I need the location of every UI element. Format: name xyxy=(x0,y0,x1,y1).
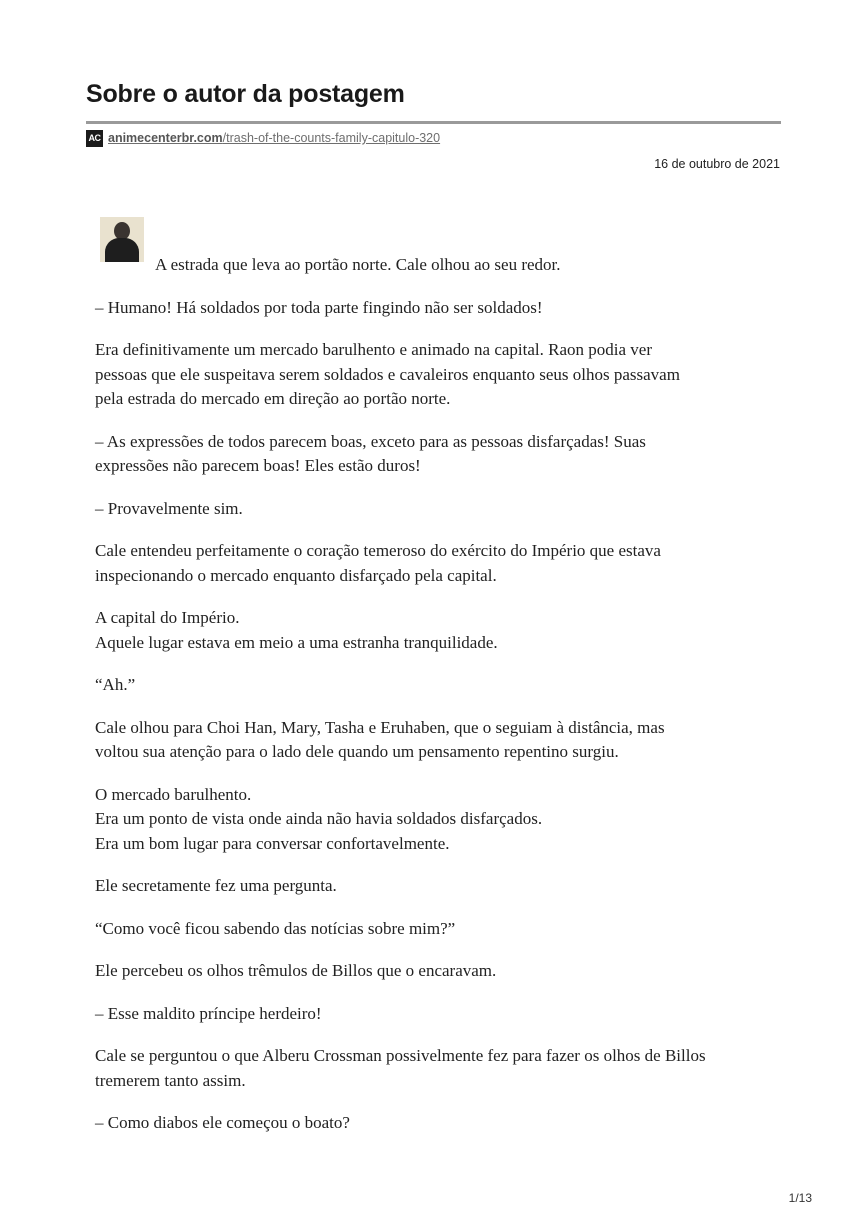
article-paragraph xyxy=(95,673,785,698)
paragraph-line: Cale olhou para Choi Han, Mary, Tasha e Eruhaben, que o seguiam à distância, mas xyxy=(95,717,665,737)
source-domain: animecenterbr.com xyxy=(108,131,223,145)
article-paragraph xyxy=(95,539,785,588)
source-path: /trash-of-the-counts-family-capitulo-320 xyxy=(222,131,441,145)
article-paragraph xyxy=(95,497,785,522)
article-paragraph xyxy=(95,430,785,479)
paragraph-line: – Provavelmente sim. xyxy=(95,498,243,518)
paragraph-line: – Como diabos ele começou o boato? xyxy=(95,1113,350,1132)
paragraph-line: inspecionando o mercado enquanto disfarçado pela capital. xyxy=(95,565,497,585)
paragraph-line: Era definitivamente um mercado barulhento e animado na capital. Raon podia ver xyxy=(95,340,653,359)
paragraph-line: A capital do Império. xyxy=(95,608,240,627)
article-paragraph xyxy=(95,338,785,412)
paragraph-line: Aquele lugar estava em meio a uma estranha tranquilidade. xyxy=(95,632,498,652)
paragraph-line: “Como você ficou sabendo das notícias sobre mim?” xyxy=(95,918,456,938)
paragraph-line: – Esse maldito príncipe herdeiro! xyxy=(95,1003,322,1023)
paragraph-line: – As expressões de todos parecem boas, exceto para as pessoas disfarçadas! Suas xyxy=(95,431,646,451)
source-line xyxy=(86,129,440,147)
article-paragraph xyxy=(95,296,785,321)
paragraph-line: O mercado barulhento. xyxy=(95,784,252,804)
article-paragraph xyxy=(95,783,785,857)
paragraph-line: A estrada que leva ao portão norte. Cale olhou ao seu redor. xyxy=(155,255,561,274)
article-paragraph xyxy=(95,716,785,765)
page-title: Sobre o autor da postagem xyxy=(86,80,405,108)
article-paragraph xyxy=(95,606,785,655)
paragraph-line: Ele secretamente fez uma pergunta. xyxy=(95,876,337,895)
paragraph-line: pessoas que ele suspeitava serem soldados e cavaleiros enquanto seus olhos passavam xyxy=(95,364,680,384)
article-paragraph xyxy=(95,959,785,984)
article-paragraph xyxy=(95,1111,785,1136)
paragraph-line: Era um bom lugar para conversar confortavelmente. xyxy=(95,833,450,853)
article-paragraph xyxy=(95,253,785,278)
article-body xyxy=(95,253,785,1154)
paragraph-line: Ele percebeu os olhos trêmulos de Billos que o encaravam. xyxy=(95,961,497,980)
paragraph-line: “Ah.” xyxy=(95,675,136,694)
article-paragraph xyxy=(95,874,785,899)
title-divider xyxy=(86,121,781,124)
source-link[interactable] xyxy=(108,131,440,145)
paragraph-line: expressões não parecem boas! Eles estão duros! xyxy=(95,456,421,475)
article-paragraph xyxy=(95,1044,785,1093)
paragraph-line: Era um ponto de vista onde ainda não havia soldados disfarçados. xyxy=(95,809,543,828)
paragraph-line: pela estrada do mercado em direção ao portão norte. xyxy=(95,389,451,408)
article-paragraph xyxy=(95,917,785,942)
post-date: 16 de outubro de 2021 xyxy=(654,157,780,171)
article-paragraph xyxy=(95,1002,785,1027)
paragraph-line: Cale se perguntou o que Alberu Crossman possivelmente fez para fazer os olhos de Billos xyxy=(95,1046,706,1065)
paragraph-line: Cale entendeu perfeitamente o coração temeroso do exército do Império que estava xyxy=(95,541,661,560)
page-number: 1/13 xyxy=(788,1191,812,1205)
paragraph-line: – Humano! Há soldados por toda parte fingindo não ser soldados! xyxy=(95,297,543,317)
paragraph-line: tremerem tanto assim. xyxy=(95,1070,246,1090)
paragraph-line: voltou sua atenção para o lado dele quando um pensamento repentino surgiu. xyxy=(95,742,619,761)
site-favicon-icon: AC xyxy=(86,130,103,147)
